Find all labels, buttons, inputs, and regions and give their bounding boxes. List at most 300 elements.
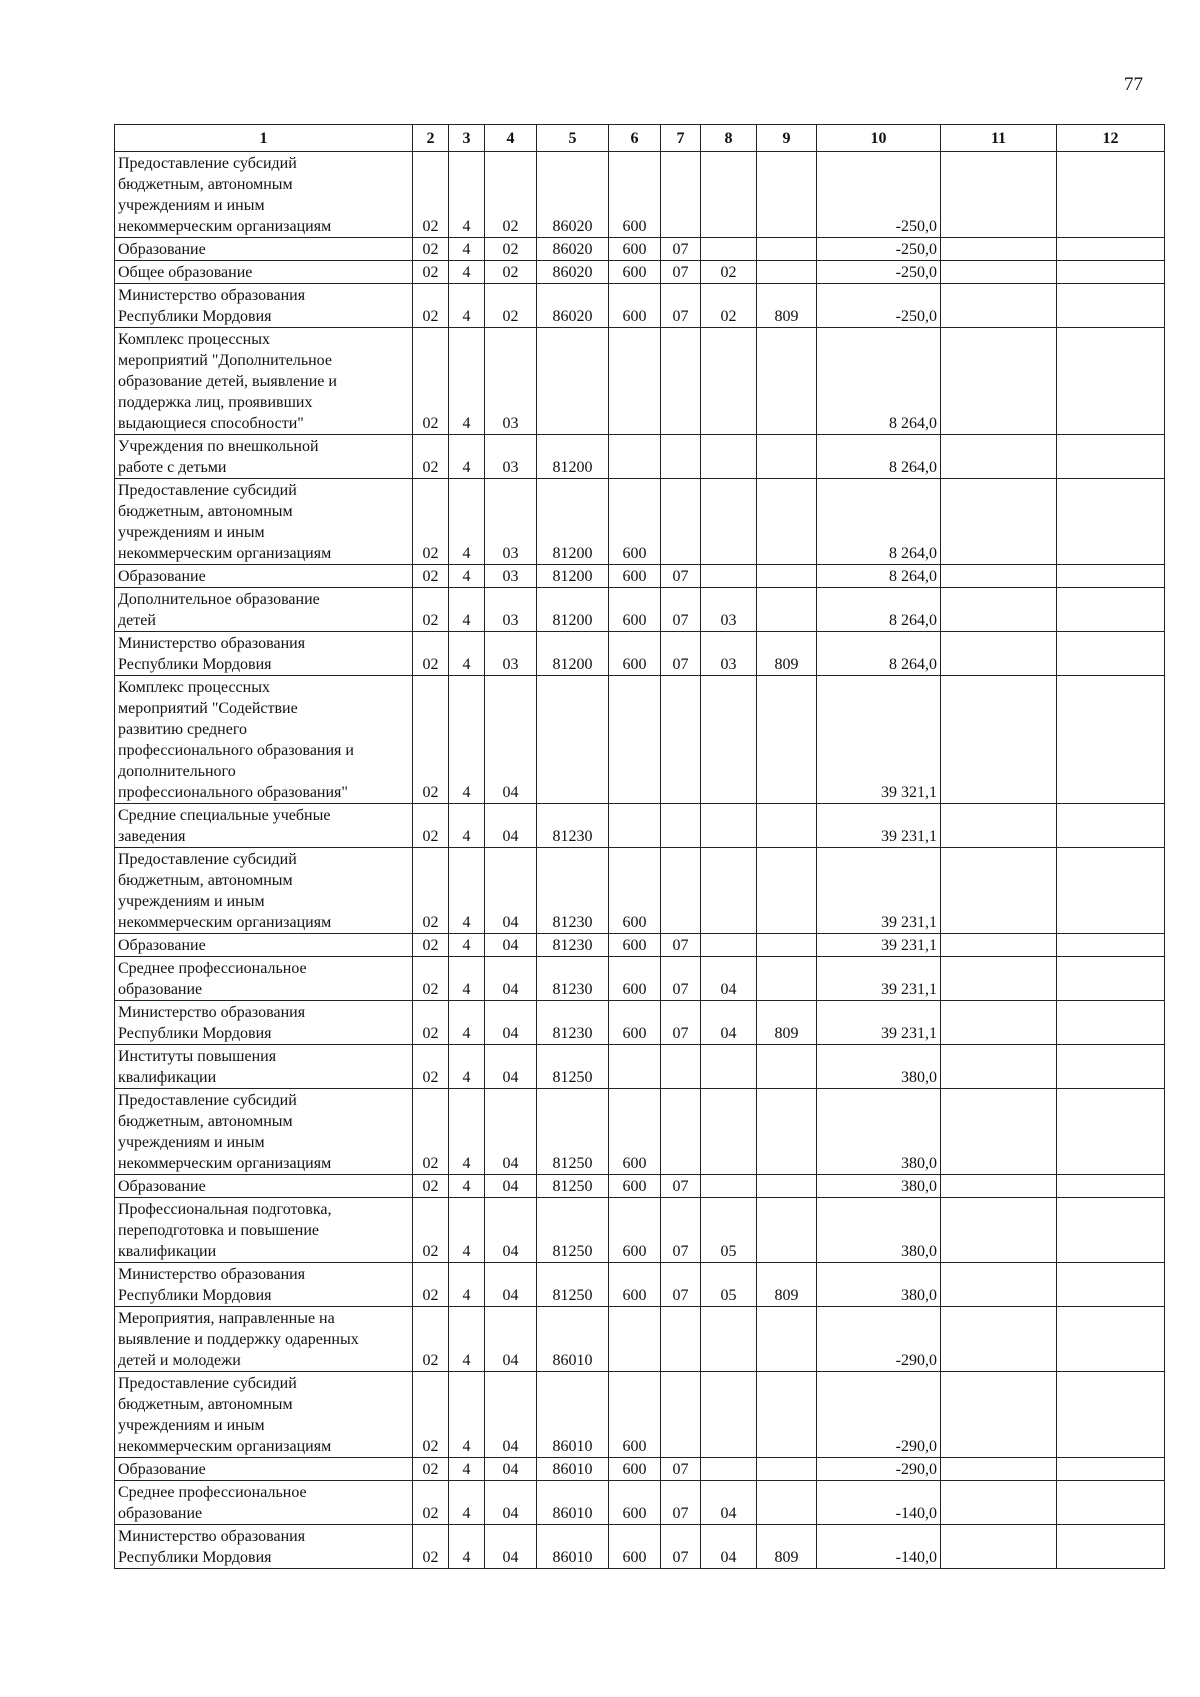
amount-cell: -290,0 xyxy=(817,1372,941,1458)
code-cell-c9 xyxy=(757,261,817,284)
code-cell-c3: 4 xyxy=(449,632,485,676)
amount-cell: 8 264,0 xyxy=(817,479,941,565)
amount-cell: 39 321,1 xyxy=(817,676,941,804)
code-cell-c7: 07 xyxy=(661,1175,701,1198)
row-name-line: профессионального образования и xyxy=(118,742,354,759)
row-name-cell xyxy=(115,1458,413,1481)
amount-cell: 380,0 xyxy=(817,1198,941,1263)
amount-cell: 8 264,0 xyxy=(817,328,941,435)
code-cell-c3: 4 xyxy=(449,152,485,238)
code-cell-c8 xyxy=(701,1089,757,1175)
empty-cell xyxy=(941,1372,1057,1458)
code-cell-c9: 809 xyxy=(757,1525,817,1569)
empty-cell xyxy=(1057,1175,1165,1198)
empty-cell xyxy=(1057,1198,1165,1263)
code-cell-c6: 600 xyxy=(609,479,661,565)
code-cell-c3: 4 xyxy=(449,1089,485,1175)
table-row xyxy=(115,1307,1165,1372)
row-name-line: выдающиеся способности" xyxy=(118,415,304,432)
code-cell-c7 xyxy=(661,1307,701,1372)
code-cell-c2: 02 xyxy=(413,1481,449,1525)
row-name-line: мероприятий "Дополнительное xyxy=(118,352,332,369)
code-cell-c2: 02 xyxy=(413,588,449,632)
code-cell-c3: 4 xyxy=(449,1045,485,1089)
row-name-cell xyxy=(115,804,413,848)
code-cell-c2: 02 xyxy=(413,261,449,284)
row-name-line: Среднее профессиональное xyxy=(118,960,307,977)
code-cell-c6: 600 xyxy=(609,1372,661,1458)
amount-cell: -290,0 xyxy=(817,1307,941,1372)
row-name-cell xyxy=(115,1372,413,1458)
code-cell-c4: 04 xyxy=(485,1372,537,1458)
code-cell-c2: 02 xyxy=(413,435,449,479)
code-cell-c6: 600 xyxy=(609,1525,661,1569)
code-cell-c8: 04 xyxy=(701,1001,757,1045)
code-cell-c5: 81200 xyxy=(537,565,609,588)
code-cell-c4: 04 xyxy=(485,1307,537,1372)
code-cell-c3: 4 xyxy=(449,1198,485,1263)
code-cell-c9 xyxy=(757,957,817,1001)
code-cell-c2: 02 xyxy=(413,1045,449,1089)
code-cell-c4: 04 xyxy=(485,957,537,1001)
table-row xyxy=(115,957,1165,1001)
table-row xyxy=(115,238,1165,261)
code-cell-c2: 02 xyxy=(413,1525,449,1569)
code-cell-c9 xyxy=(757,1307,817,1372)
amount-cell: 39 231,1 xyxy=(817,1001,941,1045)
row-name-line: образование xyxy=(118,981,203,998)
code-cell-c7 xyxy=(661,804,701,848)
code-cell-c7: 07 xyxy=(661,588,701,632)
row-name-line: Среднее профессиональное xyxy=(118,1484,307,1501)
row-name-cell xyxy=(115,479,413,565)
empty-cell xyxy=(941,957,1057,1001)
code-cell-c5: 86020 xyxy=(537,261,609,284)
code-cell-c3: 4 xyxy=(449,1458,485,1481)
row-name-line: детей и молодежи xyxy=(118,1352,241,1369)
code-cell-c5: 81250 xyxy=(537,1198,609,1263)
column-header: 8 xyxy=(701,125,757,152)
row-name-cell xyxy=(115,957,413,1001)
row-name-line: квалификации xyxy=(118,1243,217,1260)
code-cell-c8 xyxy=(701,1045,757,1089)
row-name-cell xyxy=(115,1089,413,1175)
empty-cell xyxy=(1057,1481,1165,1525)
empty-cell xyxy=(941,435,1057,479)
code-cell-c6: 600 xyxy=(609,238,661,261)
code-cell-c9: 809 xyxy=(757,1263,817,1307)
table-row xyxy=(115,1175,1165,1198)
code-cell-c6: 600 xyxy=(609,1089,661,1175)
code-cell-c9 xyxy=(757,238,817,261)
empty-cell xyxy=(1057,1263,1165,1307)
row-name-line: детей xyxy=(118,612,156,629)
empty-cell xyxy=(1057,261,1165,284)
code-cell-c5: 81200 xyxy=(537,479,609,565)
code-cell-c2: 02 xyxy=(413,1263,449,1307)
code-cell-c2: 02 xyxy=(413,284,449,328)
row-name-cell xyxy=(115,435,413,479)
amount-cell: 380,0 xyxy=(817,1175,941,1198)
code-cell-c9 xyxy=(757,848,817,934)
code-cell-c2: 02 xyxy=(413,1458,449,1481)
row-name-cell xyxy=(115,565,413,588)
empty-cell xyxy=(1057,1525,1165,1569)
code-cell-c2: 02 xyxy=(413,1175,449,1198)
empty-cell xyxy=(941,328,1057,435)
row-name-line: Республики Мордовия xyxy=(118,308,272,325)
code-cell-c2: 02 xyxy=(413,1001,449,1045)
amount-cell: 8 264,0 xyxy=(817,588,941,632)
row-name-line: Институты повышения xyxy=(118,1048,277,1065)
empty-cell xyxy=(1057,957,1165,1001)
code-cell-c2: 02 xyxy=(413,934,449,957)
code-cell-c2: 02 xyxy=(413,1198,449,1263)
code-cell-c8 xyxy=(701,1307,757,1372)
empty-cell xyxy=(941,1198,1057,1263)
code-cell-c8 xyxy=(701,1175,757,1198)
row-name-line: Комплекс процессных xyxy=(118,331,270,348)
code-cell-c3: 4 xyxy=(449,588,485,632)
code-cell-c4: 04 xyxy=(485,1458,537,1481)
code-cell-c4: 04 xyxy=(485,848,537,934)
code-cell-c2: 02 xyxy=(413,1372,449,1458)
code-cell-c9 xyxy=(757,1458,817,1481)
column-header: 5 xyxy=(537,125,609,152)
code-cell-c5: 81200 xyxy=(537,435,609,479)
row-name-line: бюджетным, автономным xyxy=(118,1396,293,1413)
code-cell-c3: 4 xyxy=(449,1263,485,1307)
empty-cell xyxy=(1057,479,1165,565)
code-cell-c6 xyxy=(609,1307,661,1372)
empty-cell xyxy=(1057,1307,1165,1372)
code-cell-c7: 07 xyxy=(661,1001,701,1045)
code-cell-c3: 4 xyxy=(449,804,485,848)
code-cell-c5: 81250 xyxy=(537,1089,609,1175)
code-cell-c4: 04 xyxy=(485,676,537,804)
code-cell-c6: 600 xyxy=(609,588,661,632)
code-cell-c6 xyxy=(609,676,661,804)
code-cell-c4: 04 xyxy=(485,1263,537,1307)
code-cell-c6: 600 xyxy=(609,848,661,934)
code-cell-c2: 02 xyxy=(413,1089,449,1175)
row-name-line: Образование xyxy=(118,241,206,258)
code-cell-c4: 04 xyxy=(485,1045,537,1089)
code-cell-c6: 600 xyxy=(609,632,661,676)
empty-cell xyxy=(1057,848,1165,934)
code-cell-c9 xyxy=(757,934,817,957)
row-name-line: Общее образование xyxy=(118,264,253,281)
empty-cell xyxy=(941,1175,1057,1198)
code-cell-c4: 02 xyxy=(485,284,537,328)
empty-cell xyxy=(1057,676,1165,804)
table-row xyxy=(115,1458,1165,1481)
empty-cell xyxy=(1057,1045,1165,1089)
code-cell-c9 xyxy=(757,676,817,804)
code-cell-c5: 81250 xyxy=(537,1263,609,1307)
code-cell-c4: 02 xyxy=(485,152,537,238)
code-cell-c5: 81230 xyxy=(537,804,609,848)
row-name-line: бюджетным, автономным xyxy=(118,872,293,889)
amount-cell: 39 231,1 xyxy=(817,957,941,1001)
code-cell-c5: 81200 xyxy=(537,632,609,676)
empty-cell xyxy=(1057,588,1165,632)
empty-cell xyxy=(941,565,1057,588)
code-cell-c6: 600 xyxy=(609,152,661,238)
row-name-line: Министерство образования xyxy=(118,287,306,304)
code-cell-c5: 86010 xyxy=(537,1525,609,1569)
amount-cell: -290,0 xyxy=(817,1458,941,1481)
code-cell-c7: 07 xyxy=(661,565,701,588)
row-name-cell xyxy=(115,676,413,804)
amount-cell: -140,0 xyxy=(817,1525,941,1569)
code-cell-c7: 07 xyxy=(661,1458,701,1481)
code-cell-c5: 86020 xyxy=(537,238,609,261)
empty-cell xyxy=(1057,284,1165,328)
column-header: 3 xyxy=(449,125,485,152)
code-cell-c3: 4 xyxy=(449,328,485,435)
code-cell-c7 xyxy=(661,1372,701,1458)
table-row xyxy=(115,804,1165,848)
code-cell-c5 xyxy=(537,676,609,804)
row-name-line: некоммерческим организациям xyxy=(118,1438,332,1455)
row-name-line: некоммерческим организациям xyxy=(118,545,332,562)
row-name-line: Профессиональная подготовка, xyxy=(118,1201,332,1218)
code-cell-c8: 04 xyxy=(701,1525,757,1569)
code-cell-c5: 81230 xyxy=(537,848,609,934)
code-cell-c5: 86010 xyxy=(537,1372,609,1458)
amount-cell: -250,0 xyxy=(817,152,941,238)
code-cell-c9 xyxy=(757,1045,817,1089)
code-cell-c4: 03 xyxy=(485,479,537,565)
row-name-cell xyxy=(115,848,413,934)
code-cell-c6 xyxy=(609,804,661,848)
column-header: 6 xyxy=(609,125,661,152)
row-name-line: некоммерческим организациям xyxy=(118,1155,332,1172)
code-cell-c9 xyxy=(757,804,817,848)
column-header: 2 xyxy=(413,125,449,152)
empty-cell xyxy=(941,1001,1057,1045)
table-row xyxy=(115,1001,1165,1045)
code-cell-c2: 02 xyxy=(413,848,449,934)
code-cell-c6: 600 xyxy=(609,934,661,957)
code-cell-c5: 86020 xyxy=(537,152,609,238)
code-cell-c7 xyxy=(661,848,701,934)
code-cell-c3: 4 xyxy=(449,934,485,957)
code-cell-c7 xyxy=(661,328,701,435)
empty-cell xyxy=(941,1045,1057,1089)
code-cell-c7 xyxy=(661,1045,701,1089)
empty-cell xyxy=(1057,565,1165,588)
empty-cell xyxy=(941,632,1057,676)
code-cell-c4: 04 xyxy=(485,1175,537,1198)
code-cell-c3: 4 xyxy=(449,1175,485,1198)
code-cell-c7: 07 xyxy=(661,1481,701,1525)
code-cell-c8 xyxy=(701,152,757,238)
empty-cell xyxy=(1057,1089,1165,1175)
row-name-line: Учреждения по внешкольной xyxy=(118,438,319,455)
code-cell-c9: 809 xyxy=(757,1001,817,1045)
row-name-line: Комплекс процессных xyxy=(118,679,270,696)
empty-cell xyxy=(941,934,1057,957)
row-name-line: Министерство образования xyxy=(118,1266,306,1283)
code-cell-c3: 4 xyxy=(449,565,485,588)
table-row xyxy=(115,1372,1165,1458)
table-row xyxy=(115,1045,1165,1089)
row-name-line: профессионального образования" xyxy=(118,784,348,801)
budget-table xyxy=(114,124,1165,1569)
code-cell-c9 xyxy=(757,1198,817,1263)
code-cell-c4: 04 xyxy=(485,1001,537,1045)
code-cell-c6 xyxy=(609,435,661,479)
code-cell-c5: 81230 xyxy=(537,1001,609,1045)
code-cell-c7: 07 xyxy=(661,934,701,957)
table-row xyxy=(115,479,1165,565)
code-cell-c9 xyxy=(757,479,817,565)
code-cell-c5: 86010 xyxy=(537,1458,609,1481)
row-name-cell xyxy=(115,1525,413,1569)
code-cell-c6: 600 xyxy=(609,1263,661,1307)
row-name-cell xyxy=(115,1263,413,1307)
row-name-line: Предоставление субсидий xyxy=(118,1092,297,1109)
code-cell-c5: 86010 xyxy=(537,1307,609,1372)
row-name-line: Образование xyxy=(118,568,206,585)
code-cell-c7: 07 xyxy=(661,1263,701,1307)
amount-cell: 8 264,0 xyxy=(817,565,941,588)
code-cell-c5: 81250 xyxy=(537,1175,609,1198)
code-cell-c6: 600 xyxy=(609,1175,661,1198)
column-header: 4 xyxy=(485,125,537,152)
row-name-line: Министерство образования xyxy=(118,1004,306,1021)
empty-cell xyxy=(941,1458,1057,1481)
amount-cell: 39 231,1 xyxy=(817,848,941,934)
row-name-line: поддержка лиц, проявивших xyxy=(118,394,313,411)
row-name-line: Образование xyxy=(118,1178,206,1195)
empty-cell xyxy=(1057,435,1165,479)
empty-cell xyxy=(1057,1001,1165,1045)
empty-cell xyxy=(941,676,1057,804)
column-header: 12 xyxy=(1057,125,1165,152)
code-cell-c3: 4 xyxy=(449,1481,485,1525)
code-cell-c8: 03 xyxy=(701,632,757,676)
table-body xyxy=(115,152,1165,1569)
code-cell-c8 xyxy=(701,1372,757,1458)
code-cell-c5: 81200 xyxy=(537,588,609,632)
code-cell-c6: 600 xyxy=(609,1458,661,1481)
amount-cell: 380,0 xyxy=(817,1089,941,1175)
row-name-cell xyxy=(115,934,413,957)
row-name-line: учреждениям и иным xyxy=(118,1417,265,1434)
code-cell-c8 xyxy=(701,934,757,957)
row-name-line: Образование xyxy=(118,937,206,954)
code-cell-c7: 07 xyxy=(661,1525,701,1569)
code-cell-c7: 07 xyxy=(661,957,701,1001)
row-name-line: квалификации xyxy=(118,1069,217,1086)
row-name-line: Предоставление субсидий xyxy=(118,155,297,172)
code-cell-c9 xyxy=(757,152,817,238)
row-name-line: Министерство образования xyxy=(118,635,306,652)
code-cell-c6: 600 xyxy=(609,261,661,284)
code-cell-c6: 600 xyxy=(609,565,661,588)
table-row xyxy=(115,632,1165,676)
code-cell-c3: 4 xyxy=(449,848,485,934)
code-cell-c3: 4 xyxy=(449,261,485,284)
row-name-line: бюджетным, автономным xyxy=(118,503,293,520)
code-cell-c4: 02 xyxy=(485,238,537,261)
row-name-line: Образование xyxy=(118,1461,206,1478)
row-name-line: дополнительного xyxy=(118,763,236,780)
table-row xyxy=(115,152,1165,238)
empty-cell xyxy=(941,1089,1057,1175)
amount-cell: 39 231,1 xyxy=(817,934,941,957)
code-cell-c5: 86010 xyxy=(537,1481,609,1525)
row-name-line: мероприятий "Содействие xyxy=(118,700,298,717)
amount-cell: 380,0 xyxy=(817,1263,941,1307)
code-cell-c9 xyxy=(757,1481,817,1525)
empty-cell xyxy=(1057,804,1165,848)
table-row xyxy=(115,261,1165,284)
code-cell-c3: 4 xyxy=(449,479,485,565)
empty-cell xyxy=(1057,152,1165,238)
table-row xyxy=(115,284,1165,328)
page-number: 77 xyxy=(1124,74,1143,95)
table-row xyxy=(115,328,1165,435)
code-cell-c8: 02 xyxy=(701,284,757,328)
code-cell-c4: 04 xyxy=(485,804,537,848)
table-row xyxy=(115,934,1165,957)
code-cell-c3: 4 xyxy=(449,1001,485,1045)
code-cell-c4: 03 xyxy=(485,328,537,435)
empty-cell xyxy=(1057,632,1165,676)
code-cell-c8: 03 xyxy=(701,588,757,632)
empty-cell xyxy=(941,1307,1057,1372)
code-cell-c9 xyxy=(757,1175,817,1198)
code-cell-c8 xyxy=(701,804,757,848)
empty-cell xyxy=(941,804,1057,848)
row-name-line: работе с детьми xyxy=(118,459,227,476)
code-cell-c7 xyxy=(661,152,701,238)
table-row xyxy=(115,848,1165,934)
code-cell-c4: 04 xyxy=(485,1525,537,1569)
amount-cell: -250,0 xyxy=(817,284,941,328)
row-name-line: заведения xyxy=(118,828,186,845)
code-cell-c8: 05 xyxy=(701,1263,757,1307)
row-name-cell xyxy=(115,284,413,328)
code-cell-c4: 03 xyxy=(485,435,537,479)
code-cell-c6: 600 xyxy=(609,1198,661,1263)
row-name-line: Дополнительное образование xyxy=(118,591,320,608)
table-row xyxy=(115,1198,1165,1263)
code-cell-c7 xyxy=(661,1089,701,1175)
code-cell-c8 xyxy=(701,435,757,479)
code-cell-c5: 81250 xyxy=(537,1045,609,1089)
code-cell-c6: 600 xyxy=(609,1001,661,1045)
row-name-line: бюджетным, автономным xyxy=(118,176,293,193)
code-cell-c2: 02 xyxy=(413,1307,449,1372)
column-header: 7 xyxy=(661,125,701,152)
code-cell-c4: 03 xyxy=(485,565,537,588)
code-cell-c8 xyxy=(701,328,757,435)
row-name-line: образование детей, выявление и xyxy=(118,373,337,390)
amount-cell: 380,0 xyxy=(817,1045,941,1089)
code-cell-c9 xyxy=(757,588,817,632)
code-cell-c3: 4 xyxy=(449,238,485,261)
row-name-cell xyxy=(115,1481,413,1525)
code-cell-c4: 04 xyxy=(485,934,537,957)
column-header: 1 xyxy=(115,125,413,152)
row-name-cell xyxy=(115,238,413,261)
row-name-line: учреждениям и иным xyxy=(118,197,265,214)
